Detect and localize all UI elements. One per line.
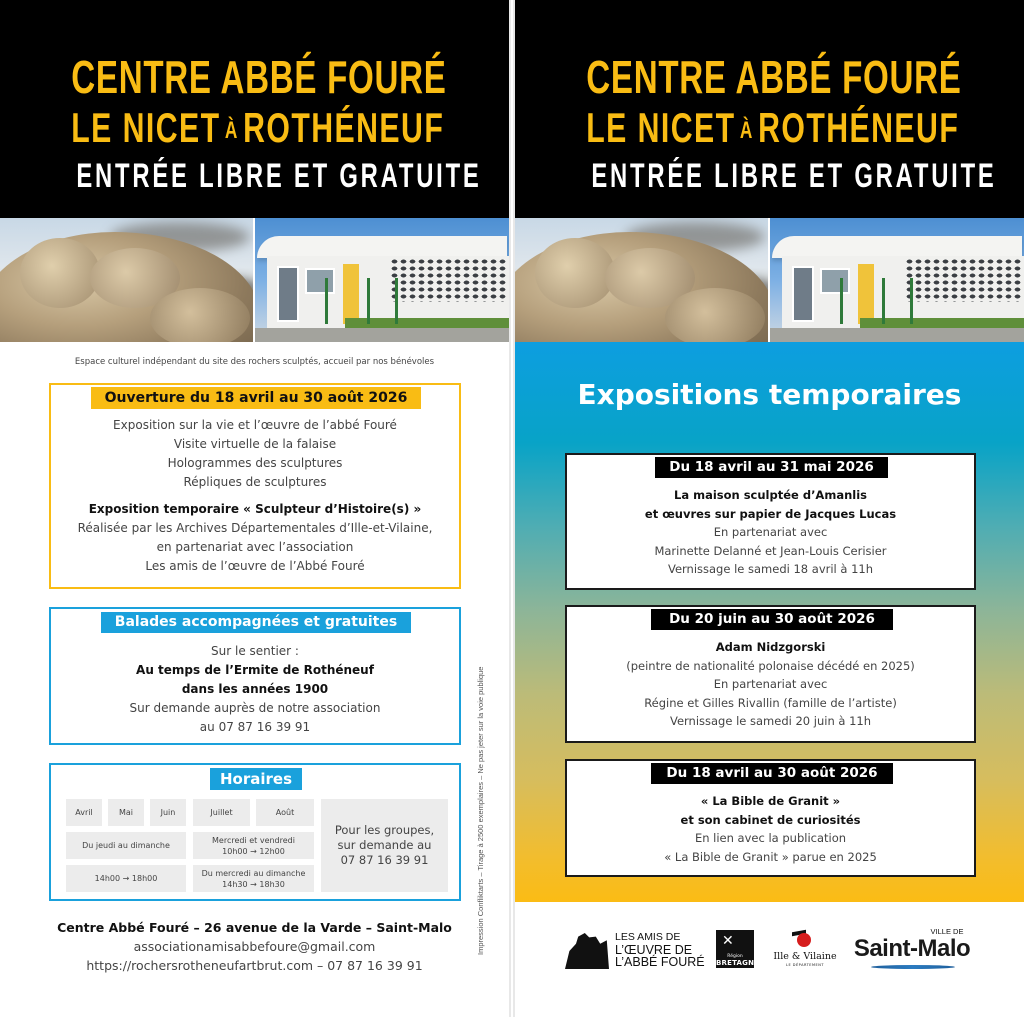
region-bretagne-logo — [716, 930, 760, 968]
hours-title: Horaires — [210, 768, 302, 790]
walks-box — [49, 607, 461, 745]
exhibition-line: En partenariat avec — [713, 525, 828, 539]
exhibition-line: En partenariat avec — [713, 677, 828, 691]
exhibition-line: Vernissage le samedi 20 juin à 11h — [669, 714, 872, 728]
hours-box — [49, 763, 461, 901]
temp-expo-title: Exposition temporaire « Sculpteur d’Histoire(s) » — [88, 502, 422, 516]
exhibition-line: Marinette Delanné et Jean-Louis Cerisier — [654, 543, 887, 558]
red-dot-icon — [797, 933, 811, 947]
exhibition-line: « La Bible de Granit » parue en 2025 — [664, 849, 877, 864]
summer-morning-days: Mercredi et vendredi — [212, 835, 295, 845]
exhibitions-title: Expositions temporaires — [577, 378, 962, 411]
logo-text: L’ABBÉ FOURÉ — [615, 955, 705, 969]
month-cell: Juillet — [193, 799, 250, 826]
opening-line: Exposition sur la vie et l’œuvre de l’abbé Fouré — [113, 418, 397, 432]
header-subtitle — [71, 104, 445, 152]
centre-building-photo — [255, 218, 509, 342]
exhibition-name: « La Bible de Granit » — [700, 794, 841, 808]
summer-afternoon — [193, 865, 314, 892]
opening-line: Répliques de sculptures — [183, 475, 327, 489]
sculpted-rock-photo — [515, 218, 768, 342]
header-sep: À — [739, 117, 754, 144]
opening-box — [49, 383, 461, 589]
summer-afternoon-time: 14h30 → 18h30 — [222, 879, 285, 889]
groups-line: Pour les groupes, — [334, 823, 435, 837]
photo-strip — [515, 218, 1024, 342]
walks-era: dans les années 1900 — [181, 682, 329, 696]
tagline: Espace culturel indépendant du site des rochers sculptés, accueil par nos bénévoles — [74, 357, 435, 367]
summer-afternoon-days: Du mercredi au dimanche — [201, 868, 306, 878]
ermine-icon: ✕ — [722, 933, 734, 949]
walks-name: Au temps de l’Ermite de Rothéneuf — [136, 663, 374, 677]
address: Centre Abbé Fouré – 26 avenue de la Varde – Saint-Malo — [57, 920, 452, 935]
header-title: CENTRE ABBÉ FOURÉ — [71, 51, 447, 103]
header-sep: À — [224, 117, 239, 144]
logo-text: Saint-Malo — [853, 935, 971, 962]
time-spring: 14h00 → 18h00 — [66, 865, 186, 892]
exhibition-card — [565, 759, 976, 877]
exhibition-line: Vernissage le samedi 18 avril à 11h — [667, 562, 874, 576]
header-free-entry: ENTRÉE LIBRE ET GRATUITE — [591, 157, 997, 195]
groups-line: sur demande au — [337, 838, 432, 852]
opening-line: Hologrammes des sculptures — [167, 456, 343, 470]
header-town: ROTHÉNEUF — [243, 104, 445, 151]
sculpted-rock-photo — [0, 218, 253, 342]
days-spring: Du jeudi au dimanche — [66, 832, 186, 859]
summer-morning — [193, 832, 314, 859]
month-cell: Mai — [108, 799, 144, 826]
website-phone[interactable]: https://rochersrotheneufartbrut.com – 07 87 16 39 91 — [86, 958, 423, 973]
sculptor-silhouette-icon — [565, 933, 609, 969]
opening-title: Ouverture du 18 avril au 30 août 2026 — [91, 387, 421, 409]
exhibition-card — [565, 605, 976, 743]
contact-block — [0, 918, 509, 975]
walks-title: Balades accompagnées et gratuites — [101, 612, 411, 633]
flyer-back-panel — [515, 0, 1024, 1017]
exhibition-dates: Du 20 juin au 30 août 2026 — [651, 609, 893, 630]
exhibition-name: et son cabinet de curiosités — [680, 812, 861, 827]
flyer-front-panel — [0, 0, 509, 1017]
temp-expo-line: Réalisée par les Archives Départementales d’Ille-et-Vilaine, — [77, 521, 433, 535]
groups-cell — [321, 799, 448, 892]
walks-phone: au 07 87 16 39 91 — [199, 720, 311, 734]
month-cell: Avril — [66, 799, 102, 826]
logo-text: L’ŒUVRE DE — [615, 942, 693, 957]
saint-malo-logo — [847, 927, 977, 973]
temp-expo-line: Les amis de l’œuvre de l’Abbé Fouré — [145, 559, 365, 573]
header-banner — [515, 0, 1024, 218]
walks-line: Sur le sentier : — [211, 644, 299, 658]
temp-expo-line: en partenariat avec l’association — [156, 540, 354, 554]
header-place: LE NICET — [586, 104, 736, 151]
logo-text: LE DÉPARTEMENT — [786, 963, 824, 967]
photo-strip — [0, 218, 509, 342]
print-note: Impression Confliktarts – Tirage à 2500 exemplaires – Ne pas jeter sur la voie publique — [476, 666, 485, 955]
centre-building-photo — [770, 218, 1024, 342]
logo-text: LES AMIS DE — [615, 931, 681, 943]
exhibition-name: Adam Nidzgorski — [715, 640, 826, 654]
wave-icon — [871, 965, 955, 969]
header-free-entry: ENTRÉE LIBRE ET GRATUITE — [76, 157, 482, 195]
exhibition-line: (peintre de nationalité polonaise décédé en 2025) — [626, 658, 915, 673]
exhibition-line: Régine et Gilles Rivallin (famille de l’artiste) — [644, 695, 897, 710]
header-title: CENTRE ABBÉ FOURÉ — [586, 51, 962, 103]
summer-morning-time: 10h00 → 12h00 — [222, 846, 285, 856]
header-town: ROTHÉNEUF — [758, 104, 960, 151]
logo-text: BRETAGNE — [716, 959, 760, 967]
exhibition-name: La maison sculptée d’Amanlis — [674, 488, 867, 502]
exhibition-line: En lien avec la publication — [694, 831, 847, 845]
amis-abbe-foure-logo — [565, 931, 705, 971]
logo-text: Région — [727, 954, 743, 959]
email-link[interactable]: associationamisabbefoure@gmail.com — [133, 939, 376, 954]
header-place: LE NICET — [71, 104, 221, 151]
header-banner — [0, 0, 509, 218]
logo-text: Ille & Vilaine — [773, 951, 837, 962]
exhibition-card — [565, 453, 976, 590]
ille-et-vilaine-logo — [770, 929, 840, 969]
exhibition-name: et œuvres sur papier de Jacques Lucas — [644, 506, 897, 521]
walks-line: Sur demande auprès de notre association — [129, 701, 381, 715]
month-cell: Août — [256, 799, 314, 826]
partner-logos — [515, 925, 1024, 975]
month-cell: Juin — [150, 799, 186, 826]
opening-line: Visite virtuelle de la falaise — [173, 437, 337, 451]
logo-text: VILLE DE — [930, 927, 964, 936]
header-subtitle — [586, 104, 960, 152]
groups-phone: 07 87 16 39 91 — [340, 853, 429, 867]
exhibition-dates: Du 18 avril au 31 mai 2026 — [655, 457, 888, 478]
exhibition-dates: Du 18 avril au 30 août 2026 — [651, 763, 893, 784]
